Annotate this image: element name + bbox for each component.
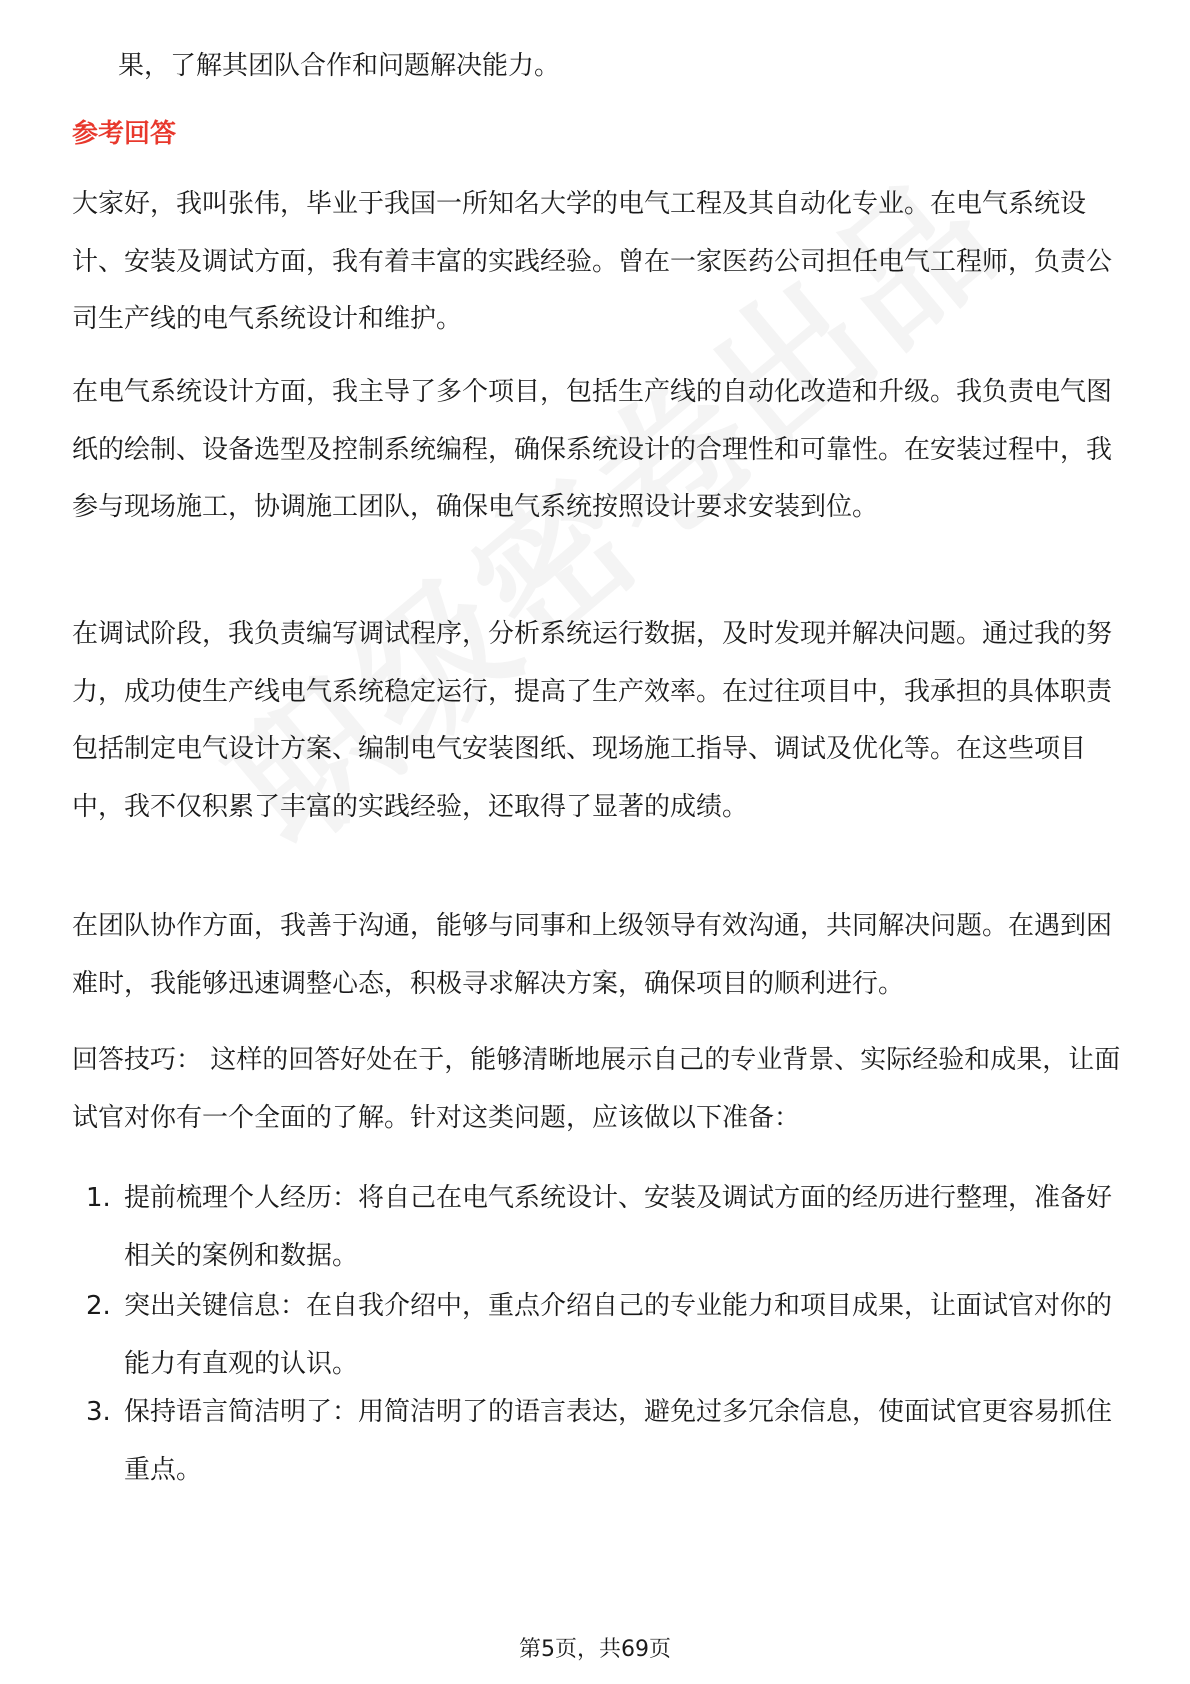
paragraph-1: 大家好，我叫张伟，毕业于我国一所知名大学的电气工程及其自动化专业。在电气系统设计、安装及调试方面，我有着丰富的实践经验。曾在一家医药公司担任电气工程师，负责公司生产线的电气系统设计和维护。 <box>72 189 1113 334</box>
list-text: 提前梳理个人经历：将自己在电气系统设计、安装及调试方面的经历进行整理，准备好相关的案例和数据。 <box>124 1183 1113 1271</box>
list-text: 保持语言简洁明了：用简洁明了的语言表达，避免过多冗余信息，使面试官更容易抓住重点。 <box>124 1397 1113 1485</box>
answer-tips: 回答技巧： 这样的回答好处在于，能够清晰地展示自己的专业背景、实际经验和成果，让面试官对你有一个全面的了解。针对这类问题，应该做以下准备： <box>72 1045 1121 1133</box>
list-number: 3. <box>86 1397 111 1427</box>
intro-continuation: 果，了解其团队合作和问题解决能力。 <box>118 51 561 81</box>
answer-heading: 参考回答 <box>72 119 177 149</box>
list-text: 突出关键信息：在自我介绍中，重点介绍自己的专业能力和项目成果，让面试官对你的能力有直观的认识。 <box>124 1291 1113 1379</box>
paragraph-3: 在调试阶段，我负责编写调试程序，分析系统运行数据，及时发现并解决问题。通过我的努力，成功使生产线电气系统稳定运行，提高了生产效率。在过往项目中，我承担的具体职责包括制定电气设计方案、编制电气安装图纸、现场施工指导、调试及优化等。在这些项目中，我不仅积累了丰富的实践经验，还取得了显著的成绩。 <box>72 619 1113 822</box>
list-number: 1. <box>86 1183 111 1213</box>
paragraph-2: 在电气系统设计方面，我主导了多个项目，包括生产线的自动化改造和升级。我负责电气图纸的绘制、设备选型及控制系统编程，确保系统设计的合理性和可靠性。在安装过程中，我参与现场施工，协调施工团队，确保电气系统按照设计要求安装到位。 <box>72 377 1113 522</box>
paragraph-4: 在团队协作方面，我善于沟通，能够与同事和上级领导有效沟通，共同解决问题。在遇到困难时，我能够迅速调整心态，积极寻求解决方案，确保项目的顺利进行。 <box>72 911 1113 999</box>
page-footer: 第5页，共69页 <box>519 1637 671 1662</box>
list-number: 2. <box>86 1291 111 1321</box>
